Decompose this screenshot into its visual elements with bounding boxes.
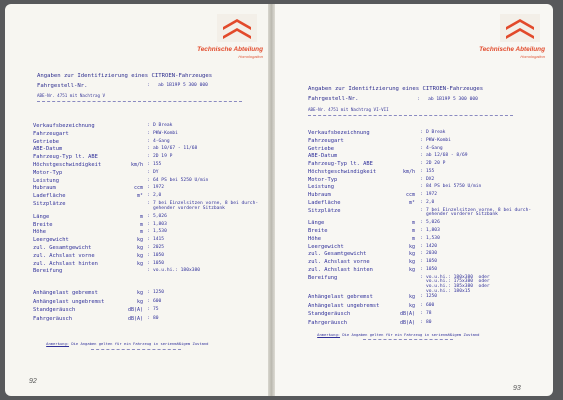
spec-value: 64 PS bei 5250 U/min bbox=[153, 177, 209, 183]
remark-text: Die Angaben gelten für ein Fahrzeug in serienmäßigem Zustand bbox=[71, 340, 209, 346]
spec-unit: kg bbox=[136, 298, 143, 305]
spec-colon: : bbox=[147, 154, 150, 160]
spec-colon: : bbox=[147, 138, 150, 144]
intro-heading: Angaben zur Identifizierung eines CITROEN-Fahrzeuges bbox=[37, 73, 213, 79]
spec-colon: : bbox=[420, 192, 423, 197]
spec-value: 5,026 bbox=[426, 220, 440, 226]
spec-colon: : bbox=[147, 290, 150, 295]
spec-value: 1250 bbox=[153, 290, 165, 295]
spec-colon: : bbox=[147, 213, 150, 219]
spec-unit: m bbox=[139, 229, 143, 236]
spec-colon: : bbox=[420, 207, 423, 213]
spec-value: 155 bbox=[426, 168, 435, 174]
spec-colon: : bbox=[147, 177, 150, 183]
spec-colon: : bbox=[420, 266, 423, 272]
spec-label: Anhängelast gebremst bbox=[33, 290, 98, 296]
spec-value: vo.u.hi.: 180x380 bbox=[153, 268, 201, 274]
vin-label: Fahrgestell-Nr. bbox=[308, 96, 359, 102]
spec-unit: kg bbox=[136, 260, 143, 267]
spec-value: 1050 bbox=[153, 252, 165, 258]
spec-colon: : bbox=[420, 199, 423, 205]
remark-text: Die Angaben gelten für ein Fahrzeug in serienmäßigem Zustand bbox=[342, 331, 480, 337]
spec-unit: m bbox=[411, 228, 415, 234]
spec-value: 2025 bbox=[153, 245, 165, 250]
spec-label: Fahrzeug-Typ lt. ABE bbox=[33, 154, 98, 161]
spec-label: Hubraum bbox=[308, 192, 331, 198]
spec-colon: : bbox=[147, 123, 150, 128]
remark-label: Anmerkung: bbox=[317, 331, 341, 337]
spec-unit: kg bbox=[408, 302, 415, 309]
spec-colon: : bbox=[147, 169, 150, 175]
spec-colon: : bbox=[420, 130, 423, 135]
spec-unit: ccm bbox=[405, 192, 415, 198]
spec-colon: : bbox=[147, 221, 150, 227]
spec-unit: m bbox=[411, 235, 415, 242]
spec-label: zul. Gesamtgewicht bbox=[33, 245, 92, 251]
spec-colon: : bbox=[420, 274, 423, 280]
spec-label: zul. Achslast vorne bbox=[33, 252, 95, 259]
spec-unit: kg bbox=[408, 266, 415, 273]
abe-number: ABE-Nr. 4751 mit Nachtrag VI-VII bbox=[308, 107, 389, 112]
spec-label: Sitzplätze bbox=[33, 201, 66, 207]
spec-value: 78 bbox=[426, 311, 432, 316]
spec-value: 1,803 bbox=[426, 228, 440, 233]
spec-value: 1,530 bbox=[153, 229, 167, 235]
spec-value: 2,0 bbox=[153, 193, 162, 199]
spec-label: zul. Achslast vorne bbox=[308, 259, 370, 265]
spec-unit: m bbox=[139, 213, 143, 220]
abe-number: ABE-Nr. 4751 mit Nachtrag V bbox=[37, 93, 106, 98]
spec-value: 1972 bbox=[153, 185, 165, 191]
page-number: 92 bbox=[29, 378, 37, 385]
department-subtitle: Homologation bbox=[238, 54, 263, 59]
spec-unit: m bbox=[411, 220, 415, 227]
spec-label: ABE-Datum bbox=[33, 146, 63, 153]
spec-value: 7 bei Einzelsitzen vorne, 8 bei durch- gehender vorderer Sitzbank bbox=[426, 207, 532, 218]
spec-colon: : bbox=[420, 319, 423, 325]
spec-colon: : bbox=[420, 311, 423, 316]
spec-label: Motor-Typ bbox=[308, 176, 338, 183]
spec-label: Höchstgeschwindigkeit bbox=[308, 168, 377, 175]
spec-unit: m² bbox=[408, 199, 415, 206]
spec-colon: : bbox=[420, 294, 423, 299]
spec-label: Standgeräusch bbox=[308, 311, 351, 317]
spec-label: Länge bbox=[33, 213, 50, 220]
spec-value: PKW-Kombi bbox=[426, 137, 451, 143]
spec-label: Motor-Typ bbox=[33, 169, 63, 176]
spec-value: 1050 bbox=[426, 259, 438, 264]
page-number: 93 bbox=[513, 385, 521, 392]
spec-unit: kg bbox=[136, 290, 143, 296]
spec-label: Fahrzeugart bbox=[308, 137, 344, 144]
spec-colon: : bbox=[147, 268, 150, 274]
spec-value: 80 bbox=[426, 319, 432, 325]
spec-label: Fahrgeräusch bbox=[308, 319, 347, 326]
spec-label: Leistung bbox=[33, 177, 59, 184]
spec-colon: : bbox=[420, 228, 423, 233]
spec-label: Anhängelast gebremst bbox=[308, 294, 373, 300]
spec-label: Fahrzeug-Typ lt. ABE bbox=[308, 161, 373, 167]
spec-unit: dB(A) bbox=[399, 319, 415, 326]
department-title: Technische Abteilung Homologation bbox=[465, 46, 545, 60]
spec-colon: : bbox=[420, 176, 423, 182]
spec-label: Anhängelast ungebremst bbox=[308, 302, 380, 309]
spec-value: 75 bbox=[153, 307, 159, 312]
spec-colon: : bbox=[147, 185, 150, 191]
spec-colon: : bbox=[420, 137, 423, 143]
spec-label: Standgeräusch bbox=[33, 307, 76, 313]
spec-value: 1415 bbox=[153, 237, 165, 243]
spec-value: 7 bei Einzelsitzen vorne, 8 bei durch- gehender vorderer Sitzbank bbox=[153, 201, 259, 211]
vin-value: : ab 1B19P 5 300 000 bbox=[147, 83, 208, 88]
spec-colon: : bbox=[420, 302, 423, 308]
spec-value: vo.u.hi.: 180x380 oder vo.u.hi.: 175x380 oder vo.u.hi.: 185x380 oder vo.u.hi.: 180x15 bbox=[426, 274, 490, 294]
spec-value: 5,026 bbox=[153, 213, 167, 219]
spec-unit: kg bbox=[136, 252, 143, 259]
spec-colon: : bbox=[147, 298, 150, 304]
spec-colon: : bbox=[147, 315, 150, 321]
spec-unit: m² bbox=[136, 193, 143, 200]
spec-label: Verkaufsbezeichnung bbox=[33, 123, 95, 129]
spec-label: Höhe bbox=[308, 235, 321, 242]
spec-value: 1,803 bbox=[153, 221, 167, 227]
spec-unit: kg bbox=[408, 294, 415, 300]
spec-label: Hubraum bbox=[33, 185, 56, 192]
vin-value: : ab 1B19P 5 300 000 bbox=[417, 97, 478, 102]
spec-value: 2D 20 P bbox=[426, 161, 446, 166]
spec-colon: : bbox=[147, 307, 150, 312]
spec-value: 1050 bbox=[153, 260, 165, 266]
spec-value: 84 PS bei 5750 U/min bbox=[426, 184, 482, 190]
spec-label: zul. Achslast hinten bbox=[33, 260, 98, 267]
spec-colon: : bbox=[420, 259, 423, 264]
header-rule bbox=[37, 101, 242, 102]
spec-unit: kg bbox=[408, 243, 415, 250]
spec-value: DX2 bbox=[426, 176, 435, 182]
spec-value: 600 bbox=[426, 302, 435, 308]
spec-colon: : bbox=[420, 145, 423, 151]
spec-unit: m bbox=[139, 221, 143, 228]
spec-value: 2,0 bbox=[426, 199, 435, 205]
remark-note bbox=[37, 338, 208, 349]
spec-label: Getriebe bbox=[308, 145, 334, 152]
spec-value: D Break bbox=[426, 130, 446, 135]
spec-unit: kg bbox=[136, 237, 143, 244]
spec-unit: ccm bbox=[133, 185, 143, 192]
spec-label: Höchstgeschwindigkeit bbox=[33, 162, 102, 168]
spec-unit: dB(A) bbox=[399, 311, 415, 317]
spec-colon: : bbox=[147, 201, 150, 206]
footer-rule bbox=[91, 349, 181, 350]
spec-label: zul. Achslast hinten bbox=[308, 266, 373, 273]
spec-unit: kg bbox=[408, 259, 415, 265]
spec-colon: : bbox=[147, 245, 150, 250]
spec-value: 2D 19 P bbox=[153, 154, 173, 160]
spec-colon: : bbox=[420, 168, 423, 174]
citroen-chevron-logo bbox=[500, 14, 540, 42]
spec-label: Leistung bbox=[308, 184, 334, 191]
spec-colon: : bbox=[420, 251, 423, 257]
spec-colon: : bbox=[147, 252, 150, 258]
spec-value: 1972 bbox=[426, 192, 438, 197]
spec-colon: : bbox=[147, 229, 150, 235]
spec-value: 4-Gang bbox=[153, 138, 170, 144]
spec-label: Sitzplätze bbox=[308, 207, 341, 214]
remark-label: Anmerkung: bbox=[46, 340, 70, 346]
footer-rule bbox=[363, 339, 453, 340]
spec-colon: : bbox=[147, 237, 150, 243]
right-page bbox=[275, 4, 553, 396]
spec-label: Höhe bbox=[33, 229, 46, 236]
intro-heading: Angaben zur Identifizierung eines CITROEN-Fahrzeuges bbox=[308, 86, 484, 92]
left-page bbox=[5, 4, 273, 396]
department-subtitle: Homologation bbox=[520, 54, 545, 59]
spec-label: Fahrgeräusch bbox=[33, 315, 72, 322]
spec-label: Ladefläche bbox=[308, 199, 341, 206]
spec-colon: : bbox=[420, 243, 423, 249]
spec-value: 4-Gang bbox=[426, 145, 443, 151]
spec-value: 155 bbox=[153, 162, 162, 167]
spec-value: 600 bbox=[153, 298, 162, 304]
spec-colon: : bbox=[420, 184, 423, 190]
spec-value: 80 bbox=[153, 315, 159, 321]
department-title: Technische Abteilung Homologation bbox=[183, 46, 263, 60]
spec-value: 1050 bbox=[426, 266, 438, 272]
spec-colon: : bbox=[147, 162, 150, 167]
spec-label: Breite bbox=[308, 228, 328, 234]
spec-unit: dB(A) bbox=[127, 307, 143, 313]
spec-colon: : bbox=[420, 220, 423, 226]
spec-label: Anhängelast ungebremst bbox=[33, 298, 105, 305]
spec-colon: : bbox=[147, 146, 150, 152]
spec-colon: : bbox=[420, 161, 423, 166]
spec-label: Länge bbox=[308, 220, 325, 227]
vin-label: Fahrgestell-Nr. bbox=[37, 83, 88, 89]
spec-label: zul. Gesamtgewicht bbox=[308, 251, 367, 258]
citroen-chevron-logo bbox=[217, 14, 257, 42]
spec-value: D Break bbox=[153, 123, 173, 128]
spec-label: Leergewicht bbox=[33, 237, 69, 244]
spec-unit: kg bbox=[408, 251, 415, 258]
spec-unit: km/h bbox=[130, 162, 143, 168]
spec-unit: kg bbox=[136, 245, 143, 251]
spec-value: ab 12/68 - 8/69 bbox=[426, 153, 468, 159]
spec-label: ABE-Datum bbox=[308, 153, 338, 160]
spec-label: Verkaufsbezeichnung bbox=[308, 130, 370, 136]
spec-label: Getriebe bbox=[33, 138, 59, 145]
spec-label: Bereifung bbox=[33, 268, 63, 275]
spec-colon: : bbox=[420, 235, 423, 241]
spec-value: 2030 bbox=[426, 251, 438, 257]
spec-colon: : bbox=[147, 260, 150, 266]
header-rule bbox=[308, 115, 513, 116]
spec-colon: : bbox=[147, 130, 150, 136]
spec-unit: dB(A) bbox=[127, 315, 143, 322]
spec-value: DY bbox=[153, 169, 159, 175]
spec-value: 1,530 bbox=[426, 235, 440, 241]
spec-label: Ladefläche bbox=[33, 193, 66, 200]
spec-value: 1420 bbox=[426, 243, 438, 249]
spec-label: Fahrzeugart bbox=[33, 130, 69, 137]
spec-label: Leergewicht bbox=[308, 243, 344, 250]
spec-value: PKW-Kombi bbox=[153, 130, 178, 136]
spec-value: 1250 bbox=[426, 294, 438, 299]
spec-unit: km/h bbox=[402, 168, 415, 175]
spec-colon: : bbox=[420, 153, 423, 159]
spec-value: ab 10/67 - 11/68 bbox=[153, 146, 198, 152]
spec-colon: : bbox=[147, 193, 150, 199]
spec-label: Bereifung bbox=[308, 274, 338, 281]
spec-label: Breite bbox=[33, 221, 53, 228]
